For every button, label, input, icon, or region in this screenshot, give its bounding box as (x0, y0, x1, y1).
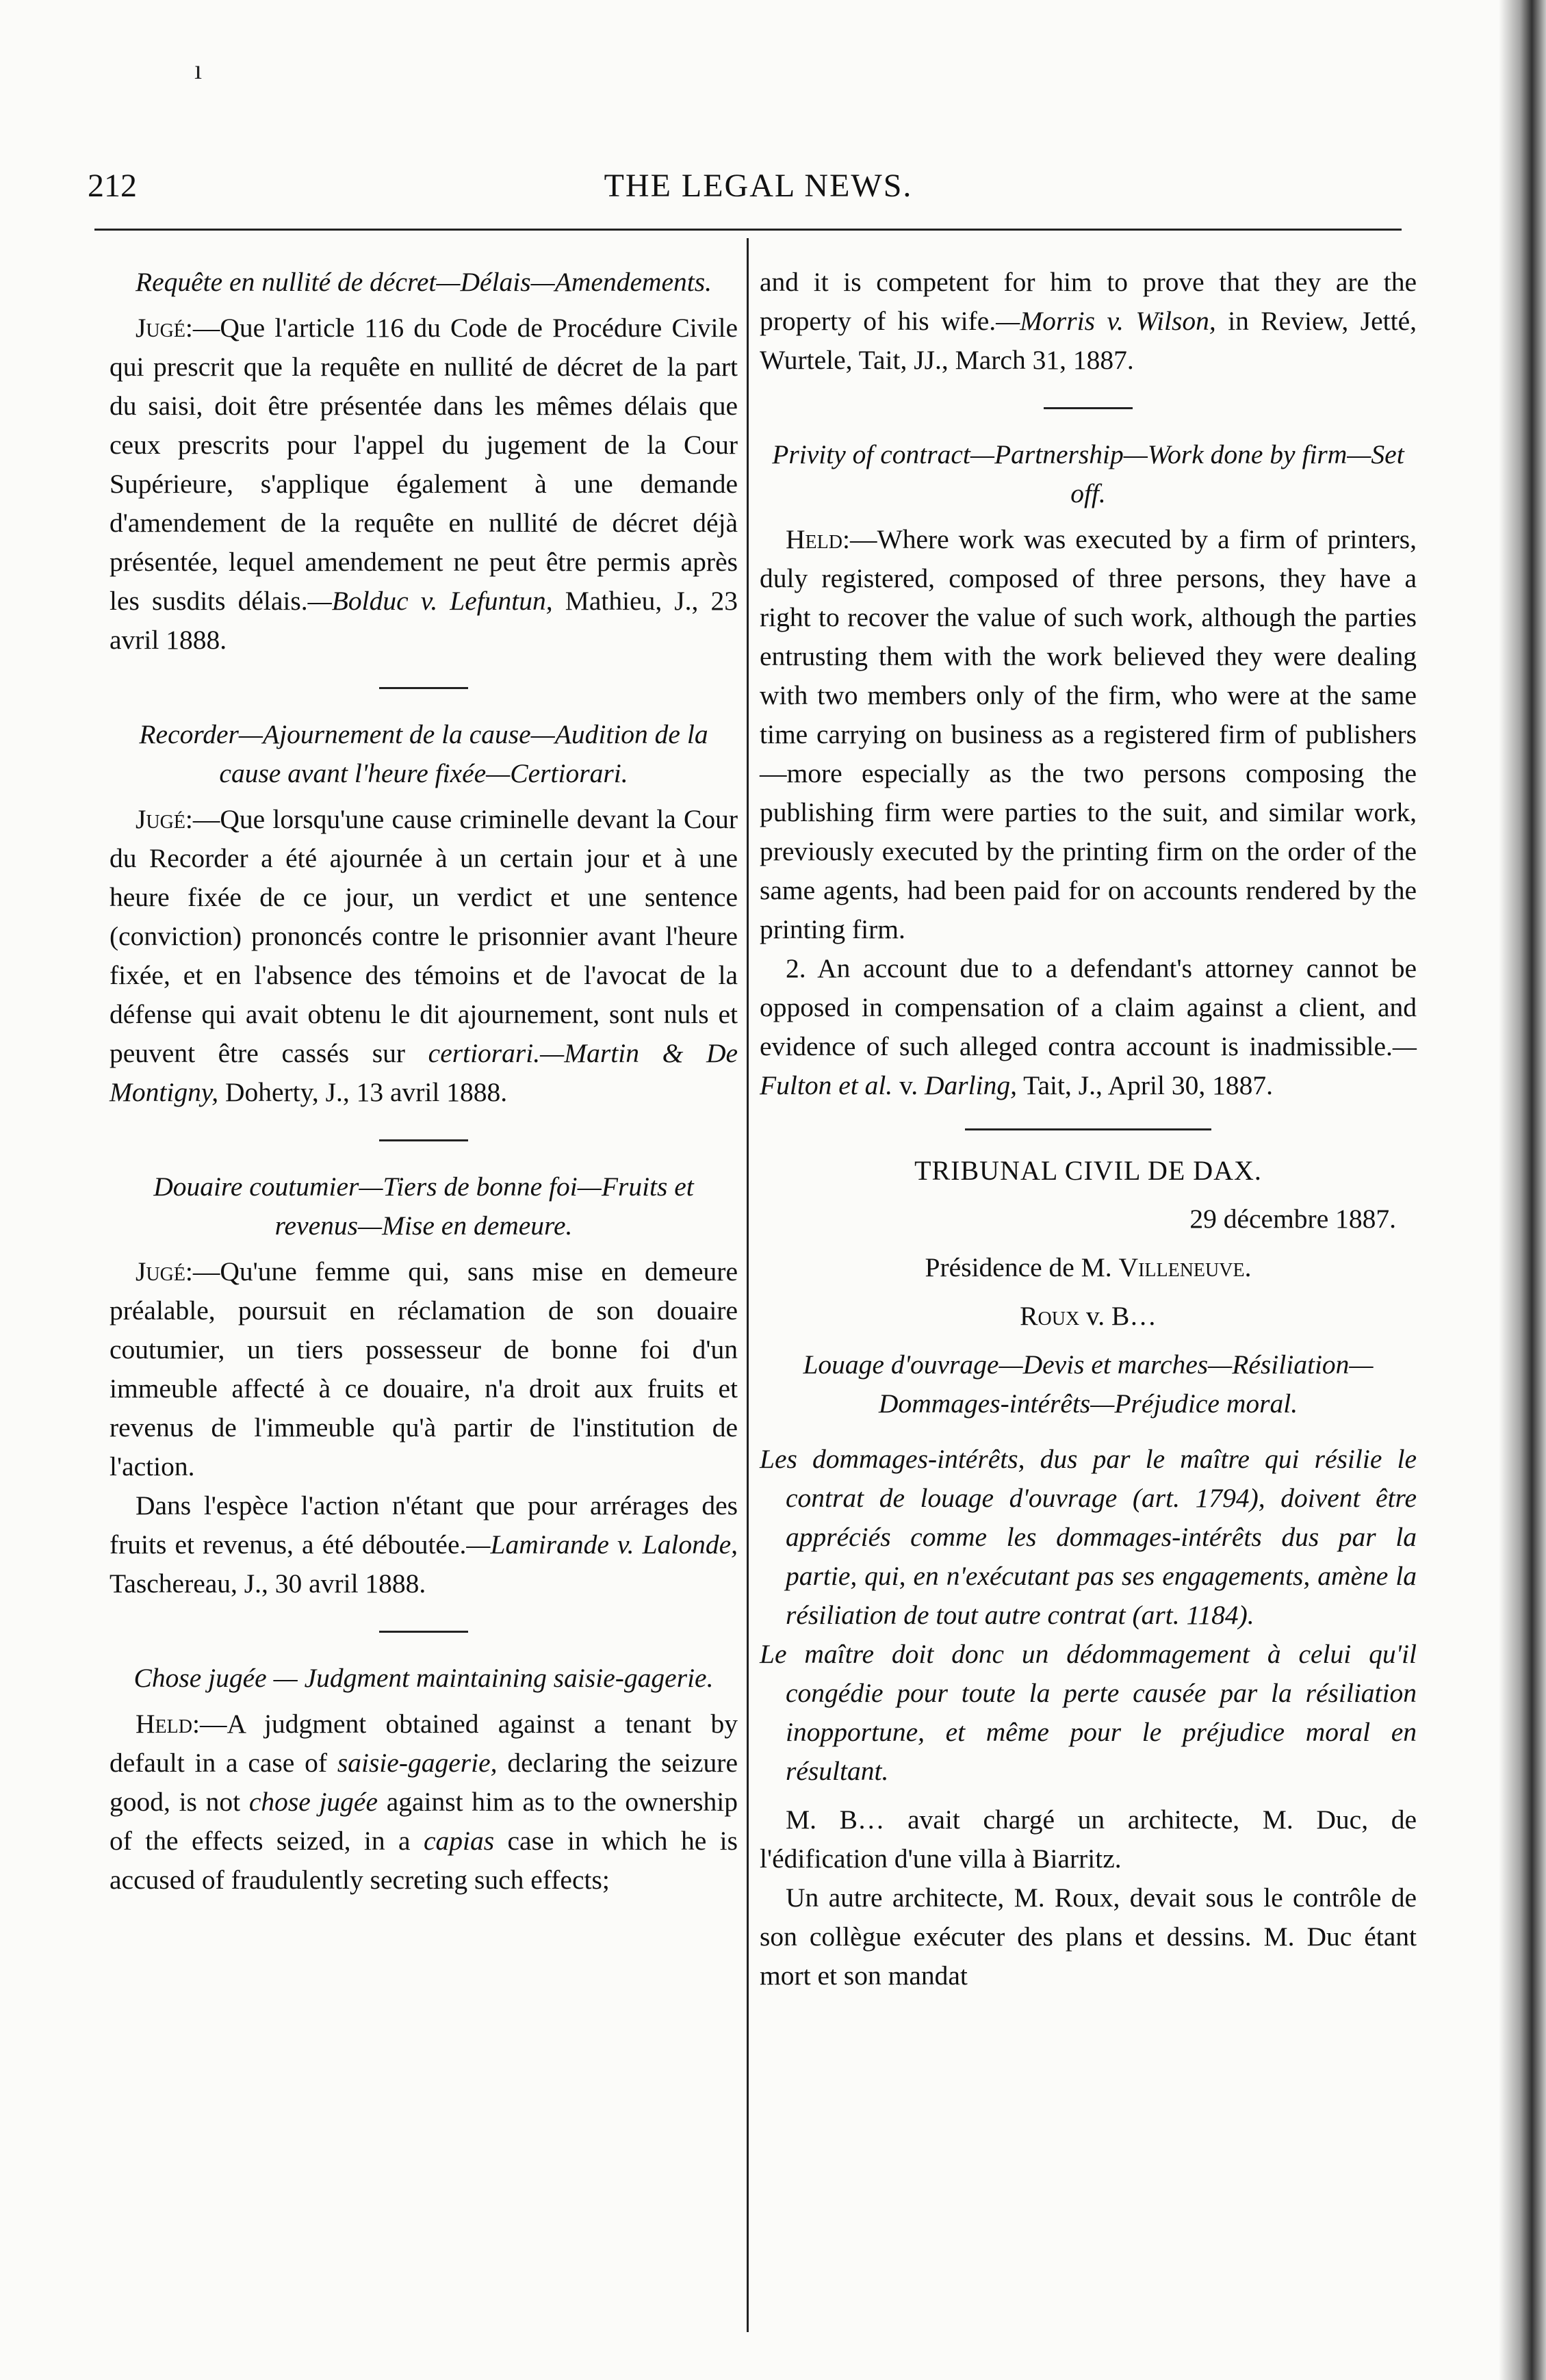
scan-speck: ı (194, 54, 203, 85)
spacer (760, 1287, 1417, 1297)
case-citation: —Fulton et al. (760, 1031, 1417, 1100)
italic-term: saisie-gagerie, (337, 1748, 498, 1778)
holding-text: :—Where work was executed by a firm of printers, duly registered, composed of three persons, they have a right to recover the value of such work, although the parties entrusting them with the work believed they were dealing with two members only of the firm, who were at the same time carrying on business as a registered firm of publishers—more especially as the two persons composing the publishing firm were parties to the suit, and similar work, previously executed by the printing firm on the order of the same agents, had been paid for on accounts rendered by the printing firm. (760, 524, 1417, 944)
citation-tail: Mathieu, J., 23 avril 1888. (109, 586, 738, 655)
section-heading: Recorder—Ajournement de la cause—Audition de la cause avant l'heure fixée—Certiorari. (139, 719, 708, 788)
holding-text: against him as to the ownership of the effects seized, in a (109, 1787, 738, 1856)
holding-label: Held (136, 1709, 192, 1739)
section-body (109, 800, 738, 1112)
citation-v: v. (892, 1070, 925, 1100)
case-citation: Darling, (925, 1070, 1017, 1100)
headnote: Le maître doit donc un dédommagement à celui qu'il congédie pour toute la perte causée par la résiliation inopportune, et même pour le préjudice moral en résultant. (760, 1639, 1417, 1786)
section-divider (379, 687, 468, 689)
presidence-line (760, 1248, 1417, 1287)
section-divider (1044, 407, 1133, 409)
section-heading: Douaire coutumier—Tiers de bonne foi—Fruits et revenus—Mise en demeure. (153, 1172, 694, 1241)
section-body (109, 1705, 738, 1900)
holding-text: :—Qu'une femme qui, sans mise en demeure préalable, poursuit en réclamation de son douaire coutumier, un tiers possesseur de bonne foi d'un immeuble affecté à ce douaire, n'a droit aux fruits et revenus de l'immeuble qu'à partir de l'institution de l'action. (109, 1256, 738, 1482)
holding-label: Jugé (136, 1256, 185, 1286)
italic-term: capias (423, 1826, 495, 1856)
case-citation: —Bolduc v. Lefuntun, (307, 586, 553, 616)
scan-page-edge (1499, 0, 1546, 2380)
court-date: 29 décembre 1887. (1189, 1204, 1396, 1234)
section-body-continued (760, 949, 1417, 1105)
citation-tail: Taschereau, J., 30 avril 1888. (109, 1568, 426, 1599)
holding-text: Dans l'espèce l'action n'étant que pour arrérages des fruits et revenus, a été déboutée. (109, 1490, 738, 1560)
case-parties (760, 1297, 1417, 1336)
body-paragraph: M. B… avait chargé un architecte, M. Duc, de l'édification d'une villa à Biarritz. (760, 1805, 1417, 1874)
column-rule (747, 238, 749, 2332)
party-a: Roux (1020, 1301, 1080, 1331)
section-body-continued (109, 1486, 738, 1603)
holding-text: and it is competent for him to prove that they are the property of his wife. (760, 267, 1417, 336)
spacer (760, 1239, 1417, 1248)
party-b: v. B… (1079, 1301, 1157, 1331)
holding-text: :—A judgment obtained against a tenant by default in a case of (109, 1709, 738, 1778)
page-number: 212 (88, 168, 137, 204)
section-body (109, 1252, 738, 1486)
case-citation: —Morris v. Wilson, (996, 306, 1216, 336)
holding-label: Jugé (136, 313, 185, 343)
holding-label: Jugé (136, 804, 185, 834)
continued-text (760, 263, 1417, 380)
italic-term: chose jugée (248, 1787, 378, 1817)
holding-label: Held (786, 524, 842, 554)
section-divider (379, 1631, 468, 1633)
header-rule (94, 229, 1402, 231)
court-title: TRIBUNAL CIVIL DE DAX. (914, 1155, 1262, 1186)
holding-text: declaring the seizure good, is not (109, 1748, 738, 1817)
section-heading: Chose jugée — Judgment maintaining saisie-gagerie. (133, 1663, 714, 1693)
case-citation: certiorari.—Martin & De Montigny, (109, 1038, 738, 1107)
holding-text: 2. An account due to a defendant's attorney cannot be opposed in compensation of a claim against a client, and evidence of such alleged contra account is inadmissible. (760, 953, 1417, 1061)
spacer (760, 1430, 1417, 1440)
section-divider-long (965, 1128, 1211, 1130)
page-header (88, 156, 1429, 218)
section-divider (379, 1139, 468, 1141)
headnote: Les dommages-intérêts, dus par le maître qui résilie le contrat de louage d'ouvrage (art. 1794), doivent être appréciés comme les dommages-intérêts dus par la partie, qui, en n'exécutant pas ses engagements, amène la résiliation de tout autre contrat (art. 1184). (760, 1444, 1417, 1630)
section-heading: Requête en nullité de décret—Délais—Amendements. (135, 267, 712, 297)
presidence-label: Présidence de M. (925, 1252, 1119, 1282)
section-body (760, 520, 1417, 949)
citation-tail: Doherty, J., 13 avril 1888. (218, 1077, 508, 1107)
section-body (109, 309, 738, 660)
body-paragraph: Un autre architecte, M. Roux, devait sous le contrôle de son collègue exécuter des plans et dessins. M. Duc étant mort et son mandat (760, 1883, 1417, 1991)
section-heading: Privity of contract—Partnership—Work done by firm—Set off. (772, 439, 1404, 508)
spacer (760, 1336, 1417, 1345)
holding-text: :—Que l'article 116 du Code de Procédure Civile qui prescrit que la requête en nullité de décret de la part du saisi, doit être présentée dans les mêmes délais que ceux prescrits pour l'appel du jugement de la Cour Supérieure, s'applique également à une demande d'amendement de la requête en nullité de décret déjà présentée, lequel amendement ne peut être permis après les susdits délais. (109, 313, 738, 616)
holding-text: case in which he is accused of fraudulently secreting such effects; (109, 1826, 738, 1895)
right-column (760, 263, 1417, 1995)
section-heading: Louage d'ouvrage—Devis et marches—Résiliation—Dommages-intérêts—Préjudice moral. (803, 1349, 1374, 1419)
case-citation: —Lamirande v. Lalonde, (466, 1529, 738, 1560)
spacer (760, 1791, 1417, 1800)
citation-tail: Tait, J., April 30, 1887. (1016, 1070, 1273, 1100)
president-name: Villeneuve. (1118, 1252, 1252, 1282)
citation-tail: in Review, Jetté, Wurtele, Tait, JJ., March 31, 1887. (760, 306, 1417, 375)
holding-text: :—Que lorsqu'une cause criminelle devant la Cour du Recorder a été ajournée à un certain jour et à une heure fixée de ce jour, un verdict et une sentence (conviction) prononcés contre le prisonnier avant l'heure fixée, et en l'absence des témoins et de l'avocat de la défense qui avait obtenu le dit ajournement, sont nuls et peuvent être cassés sur (109, 804, 738, 1068)
left-column (109, 263, 738, 1900)
running-title: THE LEGAL NEWS. (604, 168, 913, 204)
